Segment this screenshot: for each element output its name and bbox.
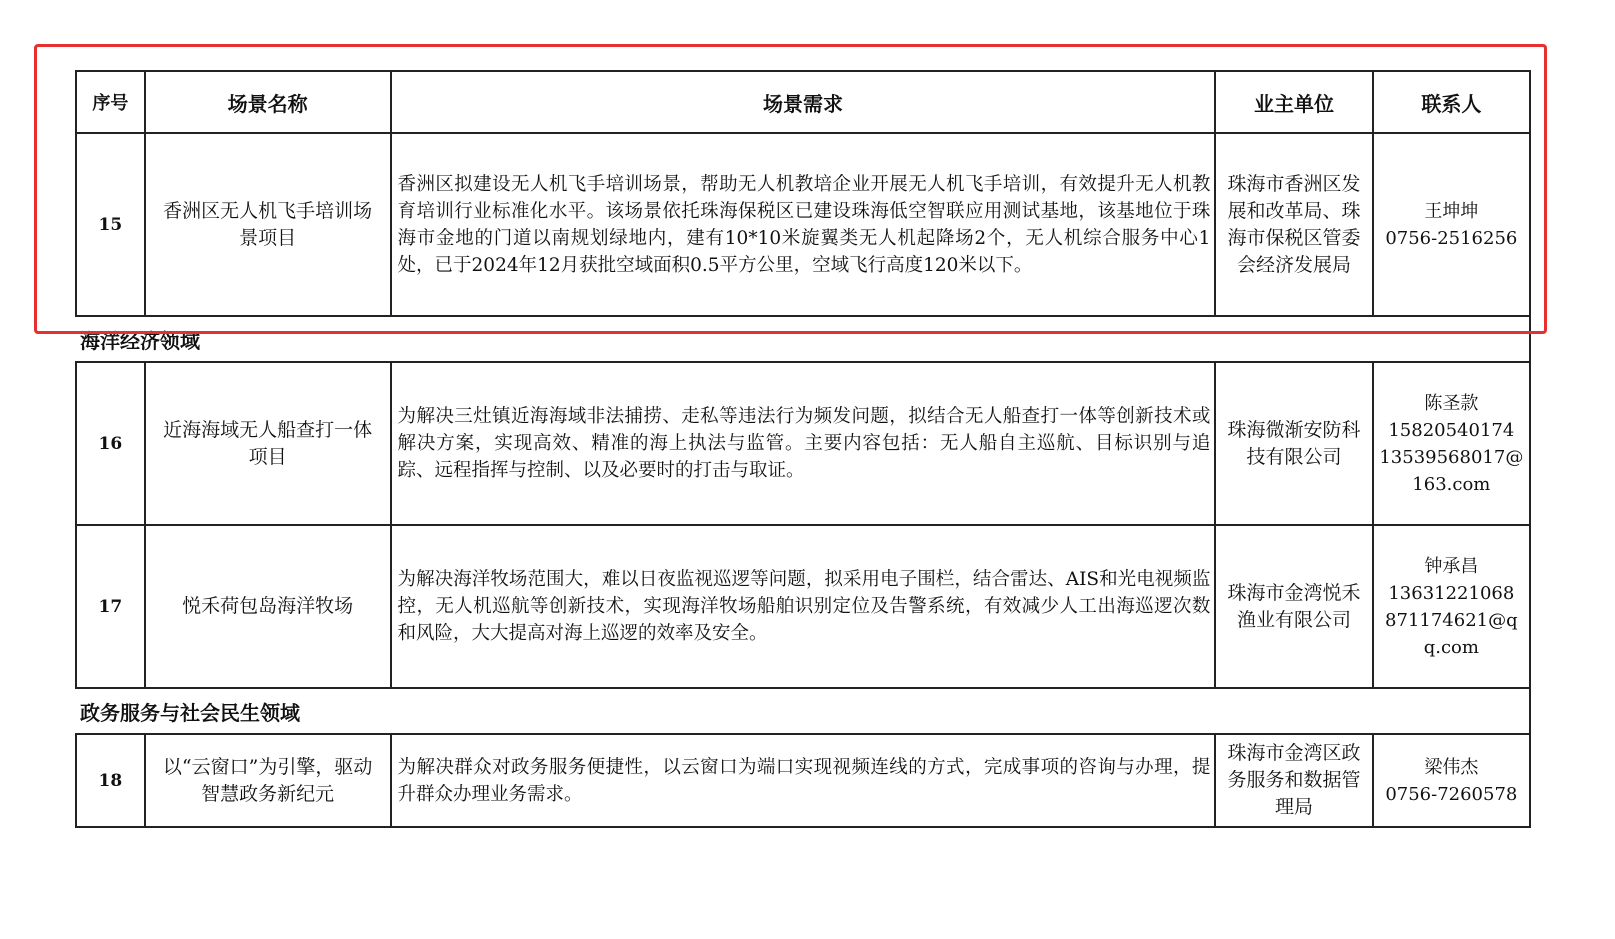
row-seq: 18 xyxy=(76,734,145,827)
row-owner: 珠海微渐安防科技有限公司 xyxy=(1215,362,1372,525)
header-requirement: 场景需求 xyxy=(391,71,1216,133)
contact-phone: 13631221068 xyxy=(1388,582,1515,604)
row-name: 香洲区无人机飞手培训场景项目 xyxy=(145,133,391,316)
contact-phone: 0756-2516256 xyxy=(1385,227,1518,249)
table-row xyxy=(76,734,1530,827)
table-row xyxy=(76,362,1530,525)
header-row xyxy=(76,71,1530,133)
contact-phone: 15820540174 xyxy=(1388,419,1515,441)
contact-person: 王坤坤 xyxy=(1424,200,1479,222)
section-title: 政务服务与社会民生领域 xyxy=(76,688,1530,734)
row-requirement: 为解决海洋牧场范围大，难以日夜监视巡逻等问题，拟采用电子围栏，结合雷达、AIS和光电视频监控，无人机巡航等创新技术，实现海洋牧场船舶识别定位及告警系统，有效减少人工出海巡逻次数和风险，大大提高对海上巡逻的效率及安全。 xyxy=(391,525,1216,688)
contact-email: 871174621@qq.com xyxy=(1385,609,1518,658)
row-contact xyxy=(1373,734,1530,827)
header-seq: 序号 xyxy=(76,71,145,133)
row-requirement: 为解决群众对政务服务便捷性，以云窗口为端口实现视频连线的方式，完成事项的咨询与办理，提升群众办理业务需求。 xyxy=(391,734,1216,827)
row-contact xyxy=(1373,362,1530,525)
row-name: 悦禾荷包岛海洋牧场 xyxy=(145,525,391,688)
row-owner: 珠海市金湾区政务服务和数据管理局 xyxy=(1215,734,1372,827)
table-row xyxy=(76,525,1530,688)
header-owner: 业主单位 xyxy=(1215,71,1372,133)
contact-phone: 0756-7260578 xyxy=(1385,783,1518,805)
section-row xyxy=(76,688,1530,734)
section-row xyxy=(76,316,1530,362)
row-name: 以“云窗口”为引擎，驱动智慧政务新纪元 xyxy=(145,734,391,827)
row-requirement: 香洲区拟建设无人机飞手培训场景，帮助无人机教培企业开展无人机飞手培训，有效提升无人机教育培训行业标准化水平。该场景依托珠海保税区已建设珠海低空智联应用测试基地，该基地位于珠海市金地的门道以南规划绿地内，建有10*10米旋翼类无人机起降场2个，无人机综合服务中心1处，已于2024年12月获批空域面积0.5平方公里，空域飞行高度120米以下。 xyxy=(391,133,1216,316)
row-owner: 珠海市香洲区发展和改革局、珠海市保税区管委会经济发展局 xyxy=(1215,133,1372,316)
header-name: 场景名称 xyxy=(145,71,391,133)
section-title: 海洋经济领域 xyxy=(76,316,1530,362)
row-contact xyxy=(1373,133,1530,316)
contact-person: 钟承昌 xyxy=(1424,555,1479,577)
contact-person: 梁伟杰 xyxy=(1424,756,1479,778)
project-table xyxy=(75,70,1531,828)
row-seq: 17 xyxy=(76,525,145,688)
contact-email: 13539568017@163.com xyxy=(1379,446,1524,495)
row-seq: 16 xyxy=(76,362,145,525)
header-contact: 联系人 xyxy=(1373,71,1530,133)
table-row xyxy=(76,133,1530,316)
row-name: 近海海域无人船查打一体项目 xyxy=(145,362,391,525)
row-seq: 15 xyxy=(76,133,145,316)
row-contact xyxy=(1373,525,1530,688)
row-owner: 珠海市金湾悦禾渔业有限公司 xyxy=(1215,525,1372,688)
contact-person: 陈圣款 xyxy=(1424,392,1479,414)
row-requirement: 为解决三灶镇近海海域非法捕捞、走私等违法行为频发问题，拟结合无人船查打一体等创新技术或解决方案，实现高效、精准的海上执法与监管。主要内容包括：无人船自主巡航、目标识别与追踪、远程指挥与控制、以及必要时的打击与取证。 xyxy=(391,362,1216,525)
